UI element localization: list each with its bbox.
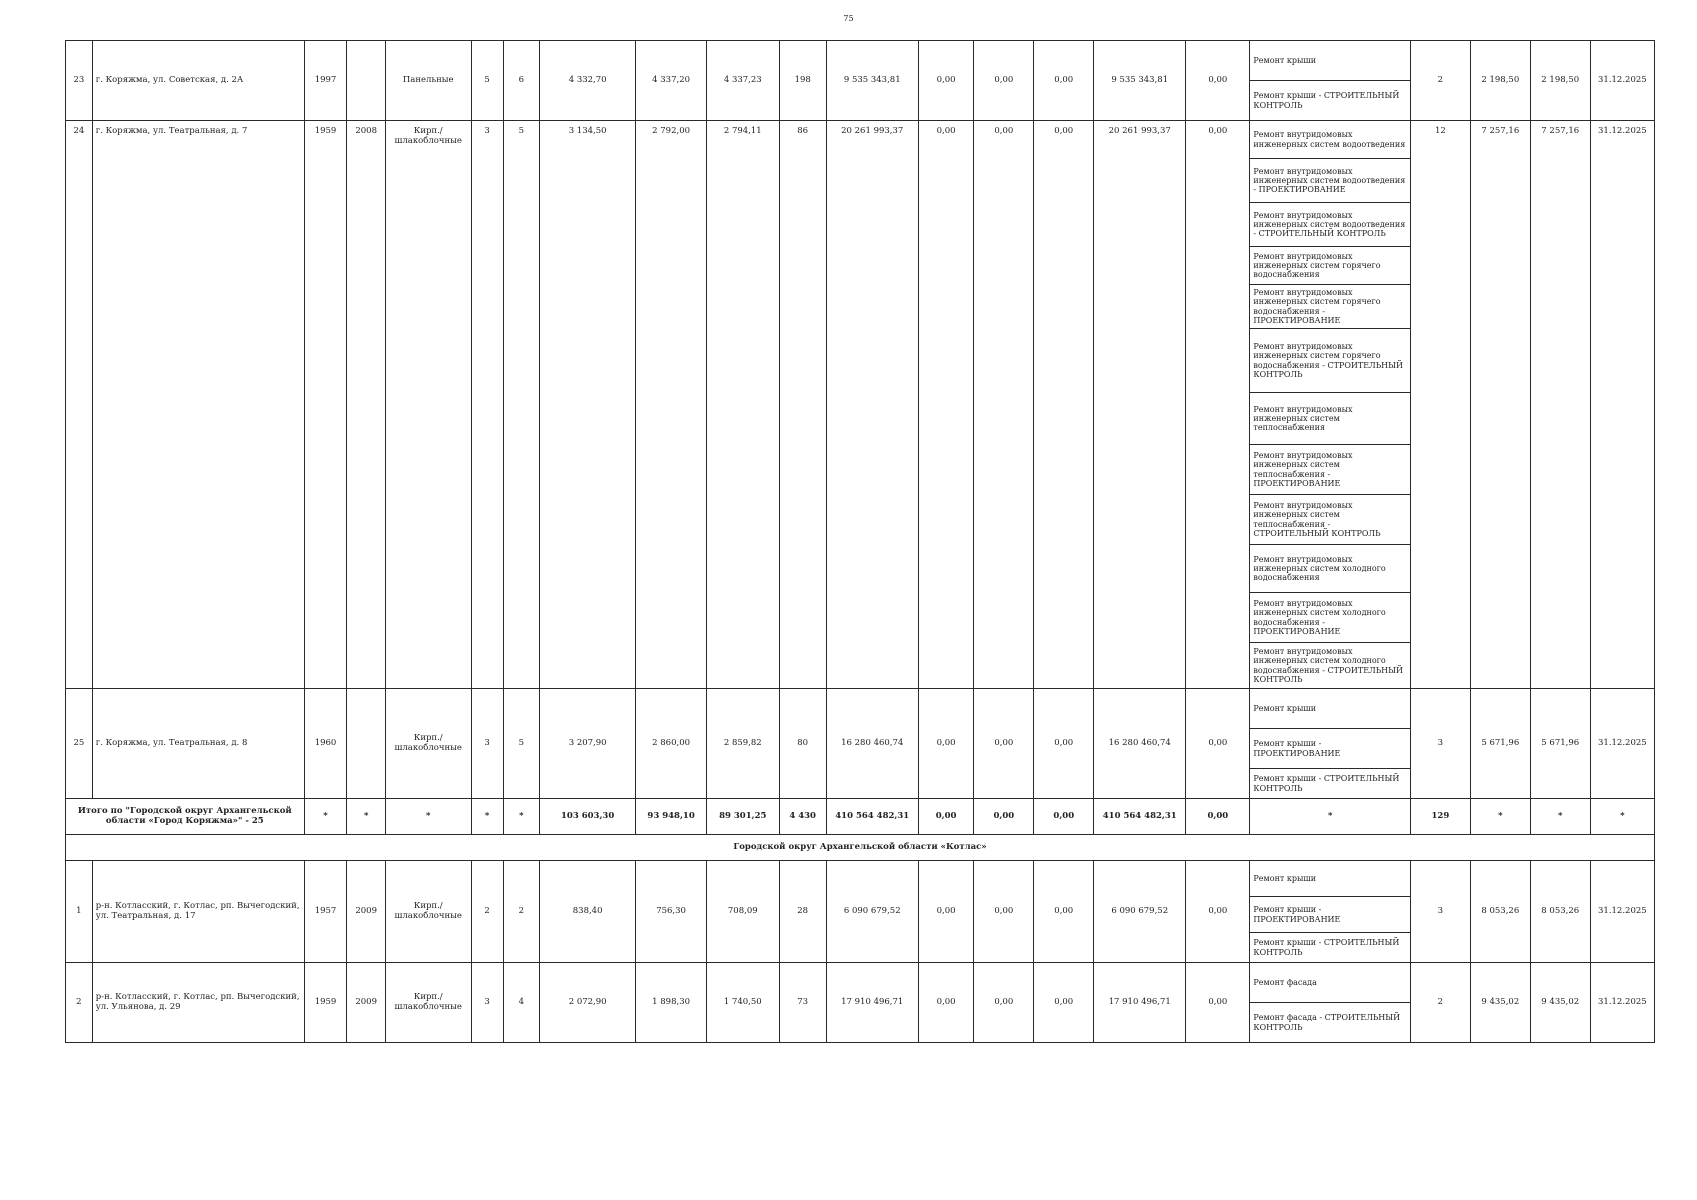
cell-fund-mun: 0,00 [1034,963,1094,1043]
cell-residents: 86 [779,121,826,689]
cell-deadline: 31.12.2025 [1590,861,1654,963]
cell-deadline: 31.12.2025 [1590,121,1654,689]
cell-address: р-н. Котласский, г. Котлас, рп. Вычегодский, ул. Ульянова, д. 29 [92,963,304,1043]
cell-num: 24 [66,121,93,689]
total-cost: 410 564 482,31 [826,799,918,835]
cell-fund-owners: 6 090 679,52 [1094,861,1186,963]
total-unit: * [1470,799,1530,835]
table-row-24 [66,121,1655,159]
cell-floors: 5 [471,41,503,121]
section-row [66,835,1655,861]
total-fund-reg: 0,00 [974,799,1034,835]
cell-area-living2: 708,09 [706,861,779,963]
cell-area-living: 2 860,00 [636,689,707,799]
cell-work-type: Ремонт крыши - СТРОИТЕЛЬНЫЙ КОНТРОЛЬ [1250,769,1411,799]
cell-work-count: 3 [1410,689,1470,799]
cell-entrances: 5 [503,121,539,689]
cell-work-type: Ремонт внутридомовых инженерных систем теплоснабжения [1250,393,1411,445]
cell-work-type: Ремонт внутридомовых инженерных систем холодного водоснабжения - ПРОЕКТИРОВАНИЕ [1250,593,1411,643]
cell-residents: 80 [779,689,826,799]
cell-fund-owners: 9 535 343,81 [1094,41,1186,121]
cell-work-count: 12 [1410,121,1470,689]
total-fund-other: 0,00 [1186,799,1250,835]
cell-wall-material: Панельные [385,41,471,121]
cell-work-type: Ремонт внутридомовых инженерных систем водоотведения [1250,121,1411,159]
cell-cost-total: 16 280 460,74 [826,689,918,799]
total-work-count: 129 [1410,799,1470,835]
cell-num: 2 [66,963,93,1043]
cell-unit-cost: 8 053,26 [1470,861,1530,963]
cell-floors: 2 [471,861,503,963]
cell-address: г. Коряжма, ул. Театральная, д. 7 [92,121,304,689]
cell-work-type: Ремонт крыши - СТРОИТЕЛЬНЫЙ КОНТРОЛЬ [1250,933,1411,963]
cell-work-type: Ремонт внутридомовых инженерных систем горячего водоснабжения - ПРОЕКТИРОВАНИЕ [1250,285,1411,329]
total-unit-max: * [1530,799,1590,835]
total-label: Итого по "Городской округ Архангельской области «Город Коряжма»" - 25 [66,799,305,835]
cell-work-type: Ремонт внутридомовых инженерных систем водоотведения - СТРОИТЕЛЬНЫЙ КОНТРОЛЬ [1250,203,1411,247]
cell-fund-reg: 0,00 [974,41,1034,121]
total-fund-owners: 410 564 482,31 [1094,799,1186,835]
cell-fund-owners: 16 280 460,74 [1094,689,1186,799]
cell-fund-reg: 0,00 [974,963,1034,1043]
cell-entrances: 2 [503,861,539,963]
cell-floors: 3 [471,121,503,689]
cell-work-count: 2 [1410,41,1470,121]
cell-work-type: Ремонт внутридомовых инженерных систем водоотведения - ПРОЕКТИРОВАНИЕ [1250,159,1411,203]
total-residents: 4 430 [779,799,826,835]
cell-fund-owners: 20 261 993,37 [1094,121,1186,689]
cell-year-renov [347,41,386,121]
total-row [66,799,1655,835]
cell-fund-reg: 0,00 [974,861,1034,963]
cell-area-living2: 2 794,11 [706,121,779,689]
cell-fund-other: 0,00 [1186,41,1250,121]
cell-work-type: Ремонт крыши - ПРОЕКТИРОВАНИЕ [1250,897,1411,933]
total-area-living: 93 948,10 [636,799,707,835]
capital-repair-table [65,40,1655,1043]
cell-cost-total: 20 261 993,37 [826,121,918,689]
cell-address: г. Коряжма, ул. Театральная, д. 8 [92,689,304,799]
cell-year-renov: 2009 [347,963,386,1043]
cell-wall-material: Кирп./ шлакоблочные [385,963,471,1043]
cell-wall-material: Кирп./ шлакоблочные [385,689,471,799]
cell-fund-mun: 0,00 [1034,41,1094,121]
cell-fund-mun: 0,00 [1034,861,1094,963]
cell-fund-other: 0,00 [1186,121,1250,689]
cell-area-total: 3 134,50 [539,121,635,689]
cell-year-renov: 2008 [347,121,386,689]
cell-area-total: 2 072,90 [539,963,635,1043]
cell-entrances: 6 [503,41,539,121]
cell-work-type: Ремонт крыши - СТРОИТЕЛЬНЫЙ КОНТРОЛЬ [1250,81,1411,121]
cell-num: 23 [66,41,93,121]
cell-address: р-н. Котласский, г. Котлас, рп. Вычегодский, ул. Театральная, д. 17 [92,861,304,963]
cell-area-living: 2 792,00 [636,121,707,689]
cell-work-type: Ремонт фасада [1250,963,1411,1003]
cell-fund-reg: 0,00 [974,121,1034,689]
total-wall: * [385,799,471,835]
cell-unit-cost-max: 2 198,50 [1530,41,1590,121]
cell-num: 25 [66,689,93,799]
cell-unit-cost: 5 671,96 [1470,689,1530,799]
cell-fund-other: 0,00 [1186,689,1250,799]
cell-cost-total: 9 535 343,81 [826,41,918,121]
cell-area-living: 4 337,20 [636,41,707,121]
cell-year-built: 1960 [304,689,347,799]
cell-residents: 73 [779,963,826,1043]
cell-fund-other: 0,00 [1186,963,1250,1043]
cell-work-count: 2 [1410,963,1470,1043]
cell-work-type: Ремонт внутридомовых инженерных систем теплоснабжения - СТРОИТЕЛЬНЫЙ КОНТРОЛЬ [1250,495,1411,545]
cell-work-type: Ремонт внутридомовых инженерных систем горячего водоснабжения - СТРОИТЕЛЬНЫЙ КОНТРОЛЬ [1250,329,1411,393]
cell-work-type: Ремонт внутридомовых инженерных систем горячего водоснабжения [1250,247,1411,285]
cell-fund-fed: 0,00 [918,963,974,1043]
page-number: 75 [843,14,854,23]
cell-fund-owners: 17 910 496,71 [1094,963,1186,1043]
cell-residents: 198 [779,41,826,121]
cell-work-type: Ремонт фасада - СТРОИТЕЛЬНЫЙ КОНТРОЛЬ [1250,1003,1411,1043]
total-area-total: 103 603,30 [539,799,635,835]
cell-unit-cost: 7 257,16 [1470,121,1530,689]
cell-area-living2: 2 859,82 [706,689,779,799]
cell-area-living2: 4 337,23 [706,41,779,121]
cell-unit-cost-max: 9 435,02 [1530,963,1590,1043]
cell-area-living2: 1 740,50 [706,963,779,1043]
cell-fund-other: 0,00 [1186,861,1250,963]
cell-unit-cost: 9 435,02 [1470,963,1530,1043]
cell-fund-mun: 0,00 [1034,121,1094,689]
cell-cost-total: 17 910 496,71 [826,963,918,1043]
cell-year-built: 1959 [304,121,347,689]
cell-year-renov [347,689,386,799]
cell-fund-fed: 0,00 [918,689,974,799]
cell-area-living: 756,30 [636,861,707,963]
cell-wall-material: Кирп./ шлакоблочные [385,121,471,689]
cell-fund-mun: 0,00 [1034,689,1094,799]
cell-unit-cost-max: 8 053,26 [1530,861,1590,963]
cell-entrances: 5 [503,689,539,799]
total-fund-fed: 0,00 [918,799,974,835]
cell-year-built: 1959 [304,963,347,1043]
cell-area-total: 838,40 [539,861,635,963]
cell-work-type: Ремонт крыши [1250,861,1411,897]
cell-area-total: 4 332,70 [539,41,635,121]
table-row-25 [66,689,1655,729]
total-year-built: * [304,799,347,835]
cell-area-living: 1 898,30 [636,963,707,1043]
cell-year-renov: 2009 [347,861,386,963]
total-year-renov: * [347,799,386,835]
cell-work-type: Ремонт внутридомовых инженерных систем теплоснабжения - ПРОЕКТИРОВАНИЕ [1250,445,1411,495]
cell-deadline: 31.12.2025 [1590,963,1654,1043]
cell-cost-total: 6 090 679,52 [826,861,918,963]
total-entrances: * [503,799,539,835]
total-deadline: * [1590,799,1654,835]
cell-work-type: Ремонт внутридомовых инженерных систем холодного водоснабжения - СТРОИТЕЛЬНЫЙ КОНТРОЛЬ [1250,643,1411,689]
cell-work-type: Ремонт внутридомовых инженерных систем холодного водоснабжения [1250,545,1411,593]
cell-year-built: 1997 [304,41,347,121]
cell-work-type: Ремонт крыши [1250,41,1411,81]
cell-work-type: Ремонт крыши - ПРОЕКТИРОВАНИЕ [1250,729,1411,769]
cell-unit-cost: 2 198,50 [1470,41,1530,121]
cell-fund-fed: 0,00 [918,861,974,963]
cell-fund-fed: 0,00 [918,121,974,689]
cell-deadline: 31.12.2025 [1590,41,1654,121]
cell-fund-fed: 0,00 [918,41,974,121]
cell-area-total: 3 207,90 [539,689,635,799]
table-row-kotlas-1 [66,861,1655,897]
cell-year-built: 1957 [304,861,347,963]
cell-floors: 3 [471,963,503,1043]
cell-wall-material: Кирп./ шлакоблочные [385,861,471,963]
cell-work-count: 3 [1410,861,1470,963]
total-works: * [1250,799,1411,835]
cell-address: г. Коряжма, ул. Советская, д. 2А [92,41,304,121]
cell-unit-cost-max: 5 671,96 [1530,689,1590,799]
table-row-kotlas-2 [66,963,1655,1003]
cell-residents: 28 [779,861,826,963]
section-title: Городской округ Архангельской области «Котлас» [66,835,1655,861]
total-fund-mun: 0,00 [1034,799,1094,835]
total-area-living2: 89 301,25 [706,799,779,835]
cell-unit-cost-max: 7 257,16 [1530,121,1590,689]
cell-fund-reg: 0,00 [974,689,1034,799]
cell-work-type: Ремонт крыши [1250,689,1411,729]
cell-num: 1 [66,861,93,963]
table-row-23 [66,41,1655,81]
cell-entrances: 4 [503,963,539,1043]
cell-deadline: 31.12.2025 [1590,689,1654,799]
total-floors: * [471,799,503,835]
cell-floors: 3 [471,689,503,799]
